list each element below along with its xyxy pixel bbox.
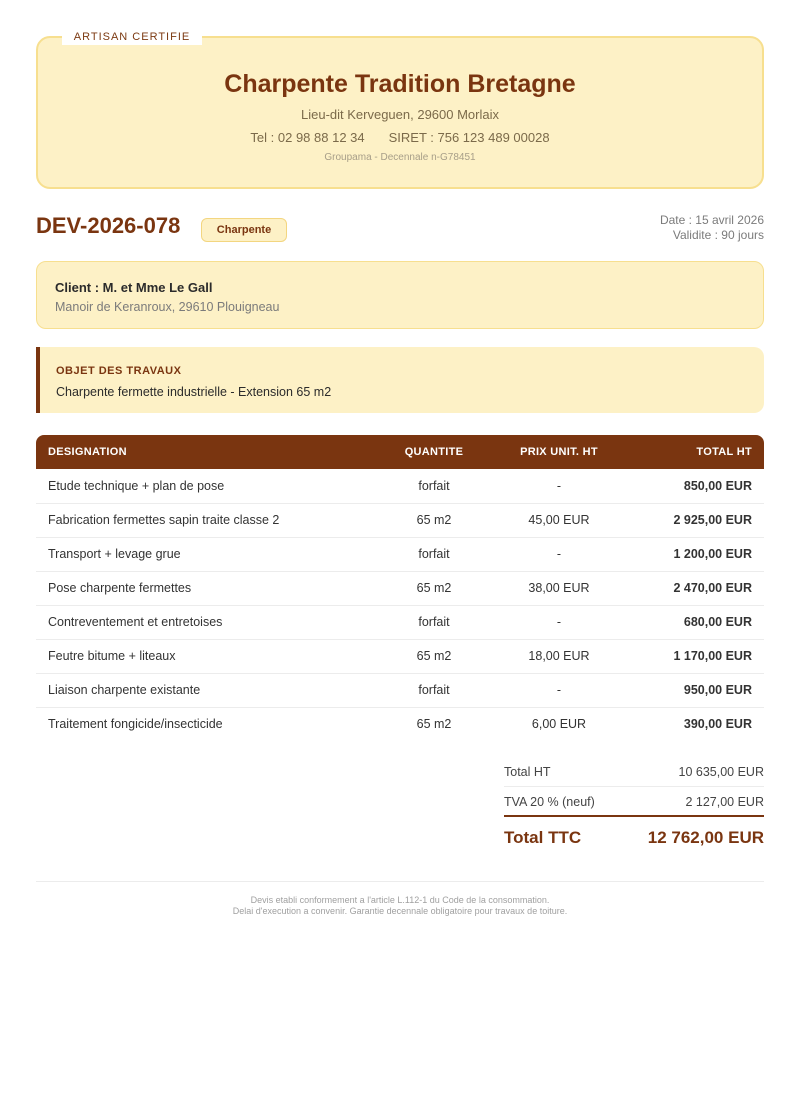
- row-quantity: forfait: [376, 469, 492, 503]
- table-row: [36, 571, 764, 605]
- company-phone: Tel : 02 98 88 12 34: [250, 130, 365, 145]
- row-unit-price: 38,00 EUR: [492, 571, 626, 605]
- row-quantity: forfait: [376, 673, 492, 707]
- row-designation: Fabrication fermettes sapin traite classe 2: [36, 503, 376, 537]
- table-row: [36, 605, 764, 639]
- footer-legal: [36, 895, 764, 917]
- company-ids: [36, 130, 764, 145]
- header-quantity: QUANTITE: [376, 435, 492, 469]
- total-ht-value: 10 635,00 EUR: [678, 765, 764, 779]
- footer-line-1: Devis etabli conformement a l'article L.112-1 du Code de la consommation.: [250, 895, 550, 905]
- row-designation: Pose charpente fermettes: [36, 571, 376, 605]
- total-ht-label: Total HT: [504, 765, 551, 779]
- client-card: [36, 261, 764, 329]
- client-address: Manoir de Keranroux, 29610 Plouigneau: [55, 300, 280, 314]
- row-quantity: 65 m2: [376, 639, 492, 673]
- total-ht-row: [504, 757, 764, 787]
- quote-number: DEV-2026-078: [36, 213, 181, 238]
- row-unit-price: -: [492, 469, 626, 503]
- row-unit-price: 45,00 EUR: [492, 503, 626, 537]
- row-total: 1 200,00 EUR: [626, 537, 764, 571]
- object-title: OBJET DES TRAVAUX: [56, 365, 182, 377]
- row-unit-price: -: [492, 605, 626, 639]
- tva-label: TVA 20 % (neuf): [504, 795, 595, 809]
- quote-validity: Validite : 90 jours: [672, 228, 764, 242]
- row-total: 2 925,00 EUR: [626, 503, 764, 537]
- totals-block: [504, 757, 764, 853]
- row-quantity: forfait: [376, 537, 492, 571]
- row-total: 950,00 EUR: [626, 673, 764, 707]
- header-designation: DESIGNATION: [36, 435, 376, 469]
- row-designation: Contreventement et entretoises: [36, 605, 376, 639]
- row-designation: Traitement fongicide/insecticide: [48, 717, 223, 732]
- row-quantity: 65 m2: [376, 503, 492, 537]
- row-total: 390,00 EUR: [683, 717, 752, 732]
- row-unit-price: 6,00 EUR: [531, 717, 587, 732]
- table-header-row: [36, 435, 764, 469]
- company-insurance: Groupama - Decennale n-G78451: [324, 152, 476, 163]
- client-name: Client : M. et Mme Le Gall: [55, 280, 213, 295]
- certified-badge: ARTISAN CERTIFIE: [62, 30, 202, 45]
- row-total: 1 170,00 EUR: [626, 639, 764, 673]
- row-total: 850,00 EUR: [626, 469, 764, 503]
- category-badge: Charpente: [201, 218, 287, 242]
- tva-value: 2 127,00 EUR: [685, 795, 764, 809]
- total-ttc-row: [504, 823, 764, 853]
- row-designation: Feutre bitume + liteaux: [36, 639, 376, 673]
- row-unit-price: 18,00 EUR: [492, 639, 626, 673]
- company-siret: SIRET : 756 123 489 00028: [388, 130, 550, 145]
- footer-line-2: Delai d'execution a convenir. Garantie decennale obligatoire pour travaux de toiture.: [232, 906, 568, 916]
- row-unit-price: -: [492, 673, 626, 707]
- table-row: [36, 537, 764, 571]
- row-designation: Liaison charpente existante: [36, 673, 376, 707]
- table-row: [36, 469, 764, 503]
- quote-meta: [660, 213, 764, 243]
- quote-date: Date : 15 avril 2026: [659, 213, 764, 227]
- table-row: [36, 673, 764, 707]
- company-name: Charpente Tradition Bretagne: [224, 70, 576, 98]
- table-row: [36, 639, 764, 673]
- row-quantity: forfait: [376, 605, 492, 639]
- row-designation: Etude technique + plan de pose: [36, 469, 376, 503]
- total-ttc-label: Total TTC: [504, 828, 582, 847]
- table-row: [36, 503, 764, 537]
- object-text: Charpente fermette industrielle - Extension 65 m2: [56, 385, 332, 399]
- table-row: [36, 707, 764, 741]
- total-ttc-value: 12 762,00 EUR: [647, 828, 764, 847]
- row-total: 2 470,00 EUR: [626, 571, 764, 605]
- row-quantity: 65 m2: [376, 571, 492, 605]
- header-total: TOTAL HT: [626, 435, 764, 469]
- object-card: [36, 347, 764, 413]
- row-quantity: 65 m2: [416, 717, 452, 732]
- row-unit-price: -: [492, 537, 626, 571]
- row-designation: Transport + levage grue: [36, 537, 376, 571]
- company-address: Lieu-dit Kerveguen, 29600 Morlaix: [300, 107, 499, 122]
- row-total: 680,00 EUR: [626, 605, 764, 639]
- items-table: [36, 435, 764, 741]
- footer-divider: [36, 881, 764, 882]
- tva-row: [504, 787, 764, 817]
- header-unit-price: PRIX UNIT. HT: [492, 435, 626, 469]
